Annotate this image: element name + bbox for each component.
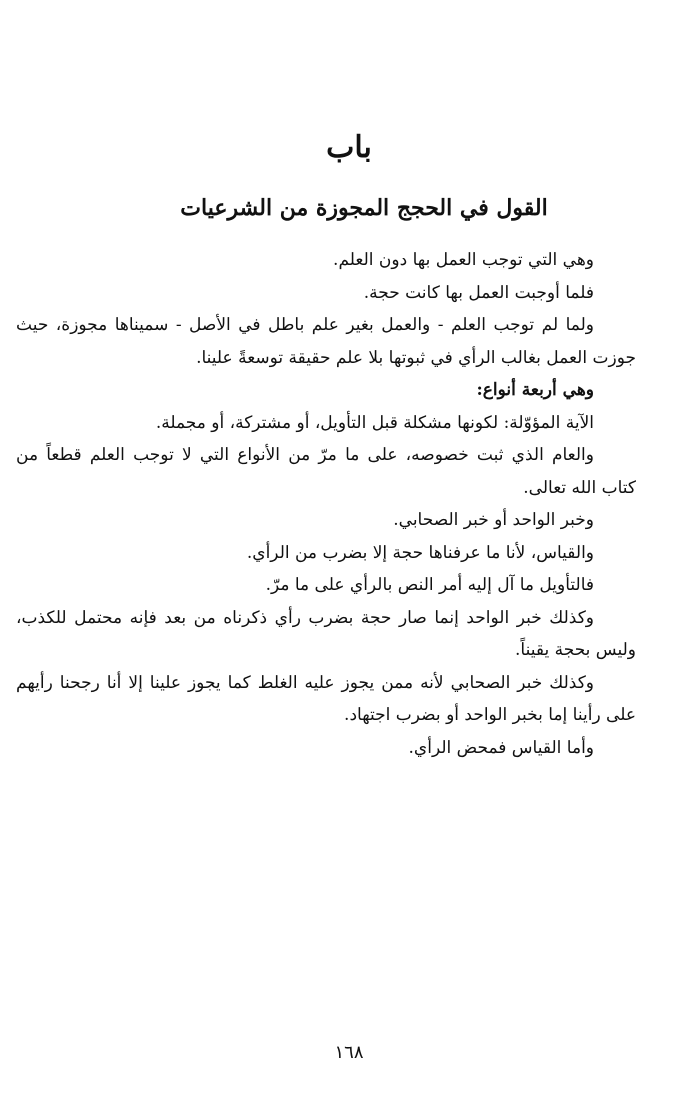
paragraph: فلما أوجبت العمل بها كانت حجة. [363,282,594,303]
paragraph: وهي التي توجب العمل بها دون العلم. [333,250,594,270]
paragraph: وكذلك خبر الصحابي لأنه ممن يجوز عليه الغلط كما يجوز علينا إلا أنا رجحنا رأيهم على رأينا إما بخبر الواحد أو بضرب اجتهاد. [16,672,636,725]
paragraph: فالتأويل ما آل إليه أمر النص بالرأي على ما مرّ. [265,575,594,595]
paragraph: والعام الذي ثبت خصوصه، على ما مرّ من الأنواع التي لا توجب العلم قطعاً من كتاب الله تعالى. [16,445,636,498]
body-text [16,244,636,764]
section-title: القول في الحجج المجوزة من الشرعيات [180,195,548,221]
paragraph: الآية المؤوّلة: لكونها مشكلة قبل التأويل، أو مشتركة، أو مجملة. [155,412,594,433]
chapter-title: باب [326,130,372,165]
paragraph: وخبر الواحد أو خبر الصحابي. [393,510,594,530]
paragraph: وكذلك خبر الواحد إنما صار حجة بضرب رأي ذكرناه من بعد فإنه محتمل للكذب، وليس بحجة يقيناً. [16,607,636,660]
list-heading: وهي أربعة أنواع: [476,380,594,400]
page-number: ١٦٨ [334,1042,364,1063]
paragraph: وأما القياس فمحض الرأي. [408,737,594,758]
paragraph: ولما لم توجب العلم - والعمل بغير علم باطل في الأصل - سميناها مجوزة، حيث جوزت العمل بغالب الرأي في ثبوتها بلا علم حقيقة توسعةً علينا. [16,315,636,368]
paragraph: والقياس، لأنا ما عرفناها حجة إلا بضرب من الرأي. [246,542,594,563]
